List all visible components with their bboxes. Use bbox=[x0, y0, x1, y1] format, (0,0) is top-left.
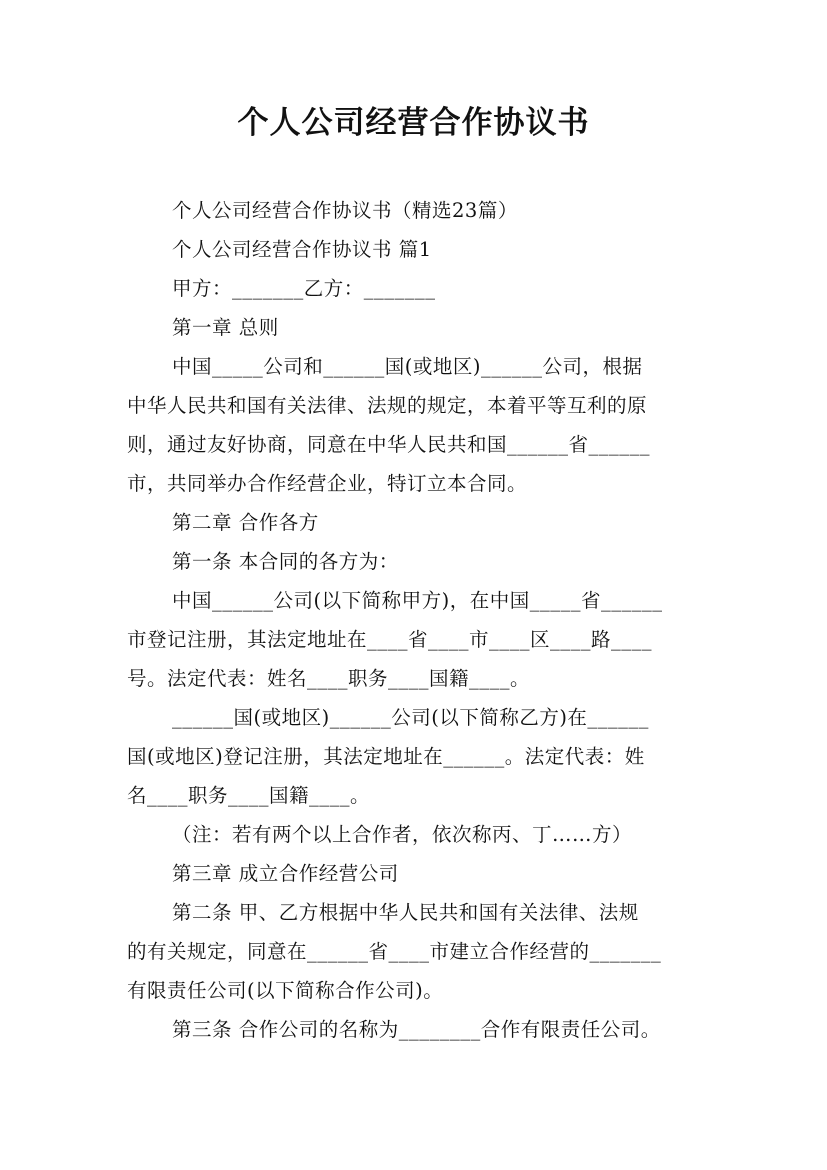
chapter-heading: 第二章 合作各方 bbox=[172, 511, 319, 534]
article-heading: 第一条 本合同的各方为： bbox=[172, 550, 399, 573]
document-title: 个人公司经营合作协议书 bbox=[237, 105, 590, 141]
paragraph-line: 国(或地区)登记注册，其法定地址在______。法定代表：姓 bbox=[127, 745, 645, 768]
paragraph-line: 市登记注册，其法定地址在____省____市____区____路____ bbox=[127, 628, 653, 651]
paragraph-line: 第三条 合作公司的名称为________合作有限责任公司。 bbox=[172, 1018, 661, 1041]
chapter-heading: 第三章 成立合作经营公司 bbox=[172, 862, 399, 885]
parties-line: 甲方：_______乙方：_______ bbox=[172, 277, 436, 300]
paragraph-line: ______国(或地区)______公司(以下简称乙方)在______ bbox=[172, 706, 649, 729]
paragraph-line: 则，通过友好协商，同意在中华人民共和国______省______ bbox=[127, 433, 651, 456]
paragraph-line: 第二条 甲、乙方根据中华人民共和国有关法律、法规 bbox=[172, 901, 639, 924]
paragraph-line: 中华人民共和国有关法律、法规的规定，本着平等互利的原 bbox=[127, 394, 648, 417]
paragraph-line: 名____职务____国籍____。 bbox=[127, 784, 371, 807]
paragraph-line: 市，共同举办合作经营企业，特订立本合同。 bbox=[127, 472, 528, 495]
paragraph-line: 有限责任公司(以下简称合作公司)。 bbox=[127, 979, 444, 1002]
paragraph-line: 中国______公司(以下简称甲方)，在中国_____省______ bbox=[172, 589, 663, 612]
subtitle-line: 个人公司经营合作协议书（精选23篇） bbox=[172, 199, 518, 222]
note-line: （注：若有两个以上合作者，依次称丙、丁……方） bbox=[172, 823, 633, 846]
chapter-heading: 第一章 总则 bbox=[172, 316, 279, 339]
section-heading: 个人公司经营合作协议书 篇1 bbox=[172, 238, 432, 261]
paragraph-line: 号。法定代表：姓名____职务____国籍____。 bbox=[127, 667, 531, 690]
paragraph-line: 中国_____公司和______国(或地区)______公司，根据 bbox=[172, 355, 643, 378]
paragraph-line: 的有关规定，同意在______省____市建立合作经营的_______ bbox=[127, 940, 662, 963]
